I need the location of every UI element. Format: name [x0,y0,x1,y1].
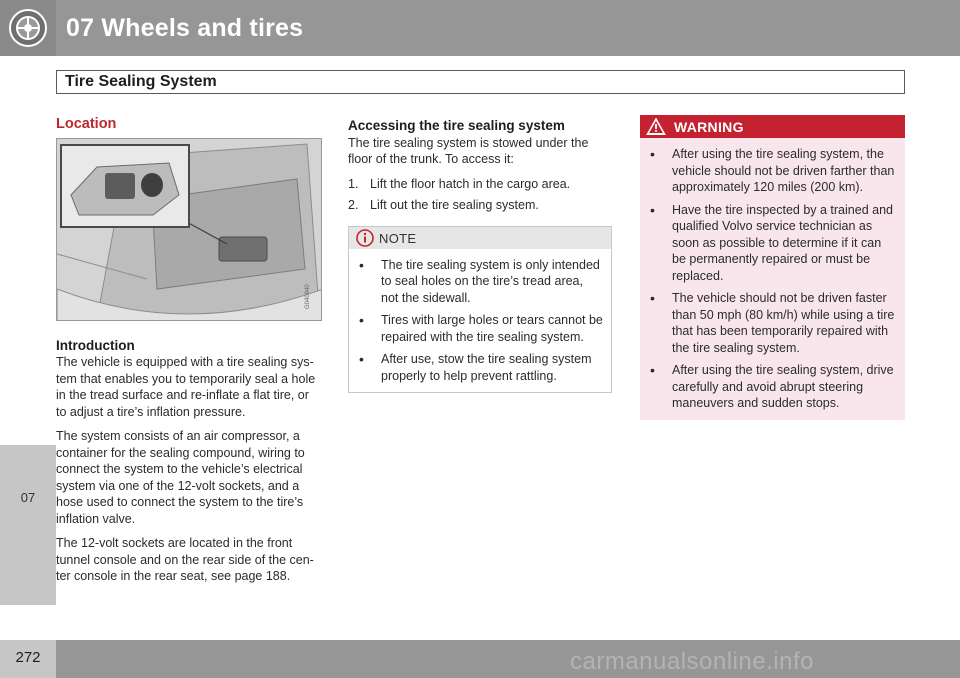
note-box [348,226,612,394]
figure-code: G040840 [305,283,311,309]
page-number: 272 [15,649,41,666]
wheel-icon [8,8,48,48]
bullet-dot: • [650,290,655,306]
watermark-text: carmanualsonline.info [570,648,814,675]
chapter-side-tab-label: 07 [20,490,36,505]
chapter-icon-box [0,0,56,56]
step-number: 1. [348,176,359,191]
accessing-heading: Accessing the tire sealing system [348,118,565,133]
trunk-location-figure [56,138,322,321]
warning-bullet-text: The vehicle should not be driven faster than 50 mph (80 km/h) while using a tire that has been temporarily repaired with the tire sealing system. [672,291,895,355]
note-bullet-text: Tires with large holes or tears cannot be repaired with the tire sealing system. [381,313,603,344]
note-bullet-list [349,249,611,393]
column-accessing [348,112,612,393]
accessing-intro: The tire sealing system is stowed under the floor of the trunk. To access it: [348,135,589,166]
page-footer [0,640,960,678]
bullet-dot: • [359,256,364,273]
intro-paragraph-3: The 12-volt sockets are located in the front tunnel console and on the rear side of the cen-ter console in the rear seat, see page 188. [56,536,314,583]
location-heading: Location [56,116,117,132]
access-step [348,176,612,193]
info-icon [356,229,374,247]
note-bullet [359,257,603,307]
section-title-bar [56,70,905,94]
intro-paragraph-1: The vehicle is equipped with a tire sealing sys-tem that enables you to temporarily seal a hole in the tread surface and re-inflate a flat tire, or to adjust a tire’s inflation pressure. [56,355,316,419]
section-title: Tire Sealing System [65,73,217,90]
intro-paragraph-2: The system consists of an air compressor, a container for the sealing compound, wiring to connect the system to the vehicle’s electrical system via one of the 12-volt sockets, and a hose used to connect the system to the tire’s inflation valve. [56,429,305,526]
note-bullet [359,351,603,384]
access-step [348,197,612,214]
column-warning [640,112,905,420]
warning-bullet [650,290,897,356]
page-number-box [0,640,56,678]
warning-box [640,115,905,420]
note-header [349,227,611,249]
chapter-side-tab [0,445,56,605]
access-steps-list [348,176,612,214]
chapter-title: 07 Wheels and tires [66,14,304,42]
warning-bullet [650,362,897,412]
note-bullet [359,312,603,345]
note-bullet-text: After use, stow the tire sealing system properly to help prevent rattling. [381,352,592,383]
warning-header [640,115,905,138]
step-text: Lift out the tire sealing system. [370,198,539,212]
warning-triangle-icon [646,117,666,136]
column-location-intro [56,112,322,585]
bullet-dot: • [359,312,364,328]
warning-bullet [650,202,897,285]
warning-title: WARNING [674,119,744,135]
warning-bullet-text: Have the tire inspected by a trained and qualified Volvo service technician as soon as possible to determine if it can be permanently repaired or must be replaced. [672,202,893,283]
bullet-dot: • [650,362,655,378]
bullet-dot: • [650,201,655,218]
warning-bullet-text: After using the tire sealing system, drive carefully and avoid abrupt steering maneuvers and sudden stops. [672,363,894,410]
introduction-heading: Introduction [56,337,135,353]
step-text: Lift the floor hatch in the cargo area. [370,176,571,191]
step-number: 2. [348,198,359,212]
bullet-dot: • [359,351,364,367]
bullet-dot: • [650,146,655,162]
warning-bullet [650,146,897,196]
note-bullet-text: The tire sealing system is only intended to seal holes on the tire’s tread area, not the sidewall. [381,257,600,305]
warning-bullet-text: After using the tire sealing system, the vehicle should not be driven farther than approximately 120 miles (200 km). [672,147,895,194]
chapter-header [0,0,960,56]
note-title: NOTE [379,230,417,246]
warning-bullet-list [640,138,905,420]
trunk-illustration [57,139,322,321]
